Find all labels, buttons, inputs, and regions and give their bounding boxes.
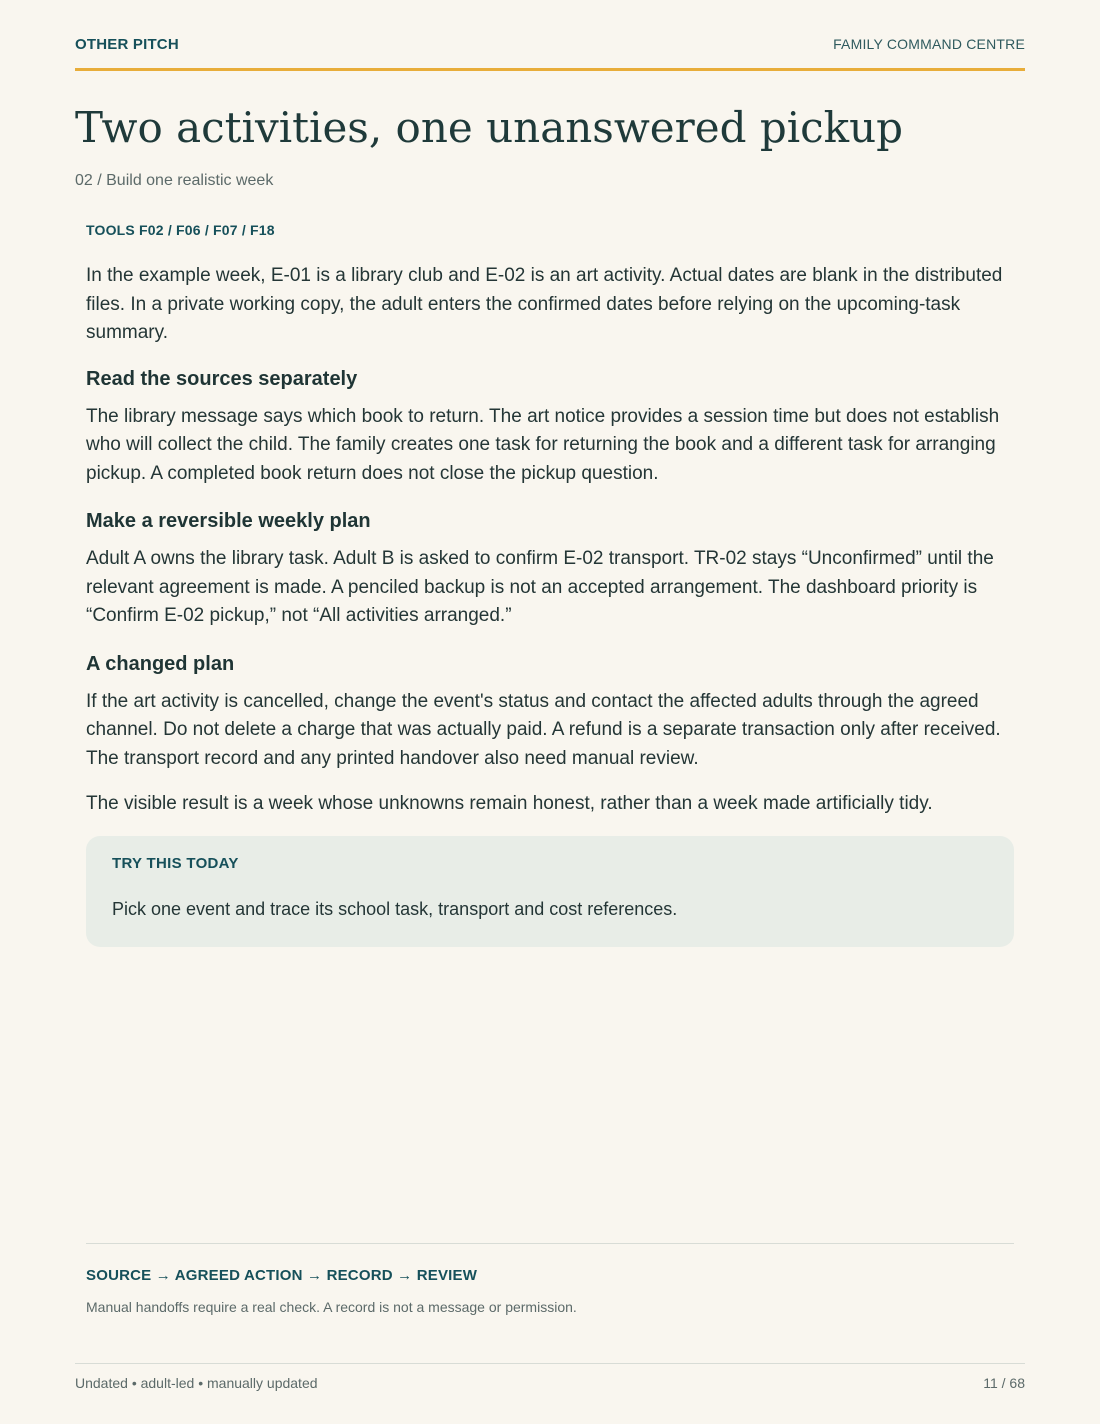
section-body-changed-plan: If the art activity is cancelled, change the event's status and contact the affected adults through the agreed channel. Do not delete a charge that was actually paid. A refund is a separate transaction only after received. The transport record and any printed handover also need manual review.: [86, 690, 1001, 769]
callout-title: TRY THIS TODAY: [112, 854, 239, 872]
document-name: FAMILY COMMAND CENTRE: [833, 36, 1025, 52]
section-heading-changed-plan: A changed plan: [86, 652, 235, 675]
flow-divider: [86, 1243, 1014, 1244]
intro-paragraph: In the example week, E-01 is a library club and E-02 is an art activity. Actual dates are blank in the distributed files. In a private working copy, the adult enters the confirmed dates before relying on the upcoming-task summary.: [86, 265, 1003, 343]
tools-label: TOOLS F02 / F06 / F07 / F18: [86, 222, 275, 238]
try-this-today-callout: [86, 836, 1014, 947]
section-body-sources: The library message says which book to return. The art notice provides a session time but does not establish who will collect the child. The family creates one task for returning the book and a different task for arranging pickup. A completed book return does not close the pickup question.: [86, 405, 1000, 484]
result-paragraph: The visible result is a week whose unknowns remain honest, rather than a week made artificially tidy.: [86, 793, 933, 814]
main-content: [86, 220, 1016, 947]
section-body-weekly-plan: Adult A owns the library task. Adult B is asked to confirm E-02 transport. TR-02 stays “Unconfirmed” until the relevant agreement is made. A penciled backup is not an accepted arrangement. The dashboard priority is “Confirm E-02 pickup,” not “All activities arranged.”: [86, 548, 994, 626]
footer-divider: [75, 1363, 1025, 1364]
running-header: [75, 34, 1025, 54]
page-number: 11 / 68: [983, 1375, 1025, 1391]
flow-note: Manual handoffs require a real check. A record is not a message or permission.: [86, 1299, 577, 1315]
section-heading-weekly-plan: Make a reversible weekly plan: [86, 510, 371, 532]
header-accent-rule: [75, 68, 1025, 71]
page-title: Two activities, one unanswered pickup: [75, 103, 904, 152]
footer-meta: Undated • adult-led • manually updated: [75, 1375, 318, 1391]
page-subtitle: 02 / Build one realistic week: [75, 172, 274, 189]
callout-text: Pick one event and trace its school task, transport and cost references.: [112, 898, 678, 919]
section-label: OTHER PITCH: [75, 35, 179, 53]
section-heading-sources: Read the sources separately: [86, 367, 358, 390]
flow-title: SOURCE → AGREED ACTION → RECORD → REVIEW: [86, 1267, 478, 1284]
